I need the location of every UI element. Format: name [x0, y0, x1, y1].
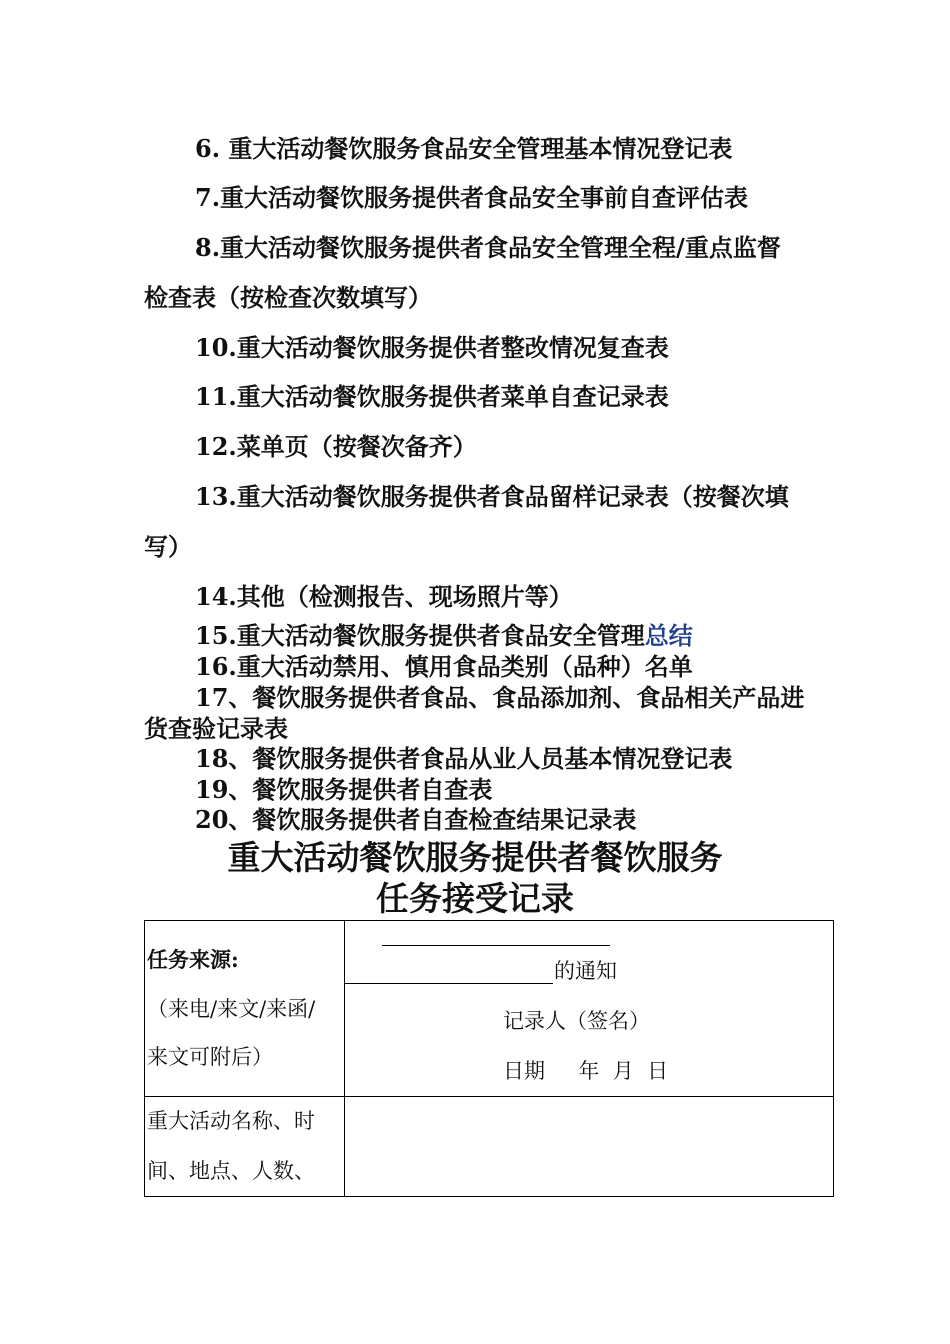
list-item-15	[195, 621, 895, 650]
event-info-value-cell[interactable]	[344, 1096, 834, 1197]
list-item-16: 16.重大活动禁用、慎用食品类别（品种）名单	[195, 652, 693, 681]
notice-blank-line-2[interactable]	[345, 983, 553, 984]
list-item-17: 17、餐饮服务提供者食品、食品添加剂、食品相关产品进	[195, 683, 805, 712]
form-title-line2: 任务接受记录	[376, 879, 574, 918]
notice-suffix: 的通知	[554, 959, 617, 983]
list-item-7: 7.重大活动餐饮服务提供者食品安全事前自查评估表	[195, 183, 749, 212]
list-item-13-continued: 写）	[144, 532, 192, 561]
list-item-8-continued: 检查表（按检查次数填写）	[144, 283, 432, 312]
list-item-6: 6. 重大活动餐饮服务食品安全管理基本情况登记表	[195, 134, 733, 163]
list-item-14: 14.其他（检测报告、现场照片等）	[195, 582, 573, 611]
form-title-line1: 重大活动餐饮服务提供者餐饮服务	[227, 838, 723, 877]
list-item-12: 12.菜单页（按餐次备齐）	[195, 432, 477, 461]
list-item-10: 10.重大活动餐饮服务提供者整改情况复查表	[195, 333, 669, 362]
event-info-label-cell	[144, 1096, 345, 1197]
list-item-8: 8.重大活动餐饮服务提供者食品安全管理全程/重点监督	[195, 233, 781, 262]
task-source-label-cell	[144, 920, 345, 1097]
record-date: 日期 年 月 日	[503, 1059, 669, 1083]
list-item-13: 13.重大活动餐饮服务提供者食品留样记录表（按餐次填	[195, 482, 789, 511]
list-item-19: 19、餐饮服务提供者自查表	[195, 775, 493, 804]
list-item-11: 11.重大活动餐饮服务提供者菜单自查记录表	[195, 382, 669, 411]
task-source-label: 任务来源:	[147, 947, 239, 972]
task-source-value-cell[interactable]	[344, 920, 834, 1097]
list-item-20: 20、餐饮服务提供者自查检查结果记录表	[195, 805, 637, 834]
summary-link[interactable]: 总结	[644, 621, 693, 650]
list-item-17-continued: 货查验记录表	[144, 714, 288, 743]
task-source-note: 来文可附后）	[147, 1045, 273, 1069]
list-item-18: 18、餐饮服务提供者食品从业人员基本情况登记表	[195, 744, 733, 773]
notice-blank-line-1[interactable]	[382, 945, 610, 946]
event-info-label-line2: 间、地点、人数、	[147, 1159, 315, 1183]
event-info-label-line1: 重大活动名称、时	[147, 1109, 315, 1133]
task-source-options: （来电/来文/来函/	[147, 997, 316, 1021]
list-item-15-text: 15.重大活动餐饮服务提供者食品安全管理	[195, 621, 645, 650]
recorder-signature: 记录人（签名）	[503, 1009, 650, 1033]
